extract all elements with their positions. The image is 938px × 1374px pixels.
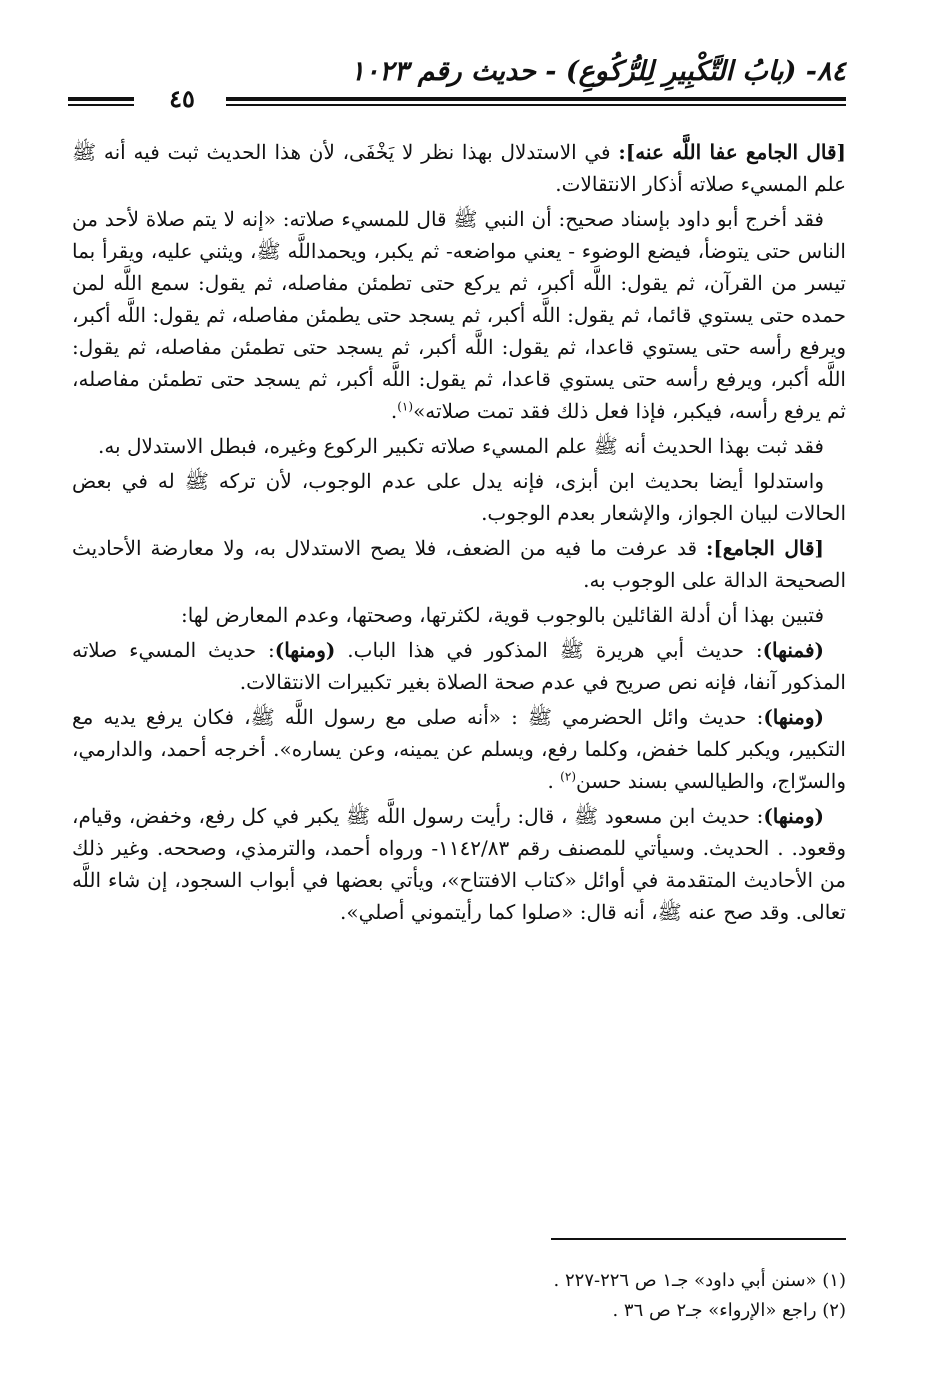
footnote-marker: (١) (397, 399, 414, 414)
page-number: ٤٥ (152, 83, 212, 115)
header-rule (68, 97, 134, 101)
paragraph-text: فقد أخرج أبو داود بإسناد صحيح: أن النبي ﷺ قال للمسيء صلاته: «إنه لا يتم صلاة لأحد من الناس حتى يتوضأ، فيضع الوضوء - يعني مواضعه- ثم يكبر، ويحمداللَّه ﷺ، ويثني عليه، ويقرأ بما تيسر من القرآن، ثم يقول: اللَّه أكبر، ثم يركع حتى تطمئن مفاصله، ثم يقول: سمع اللَّه لمن حمده حتى يستوي قائما، ثم يقول: اللَّه أكبر، ثم يسجد حتى يطمئن مفاصله، ثم يقول: اللَّه أكبر، ويرفع رأسه حتى يستوي قاعدا، ثم يقول: اللَّه أكبر، ثم يسجد حتى تطمئن مفاصله، ثم يقول: اللَّه أكبر، ويرفع رأسه حتى يستوي قاعدا، ثم يقول: اللَّه أكبر، ثم يسجد حتى تطمئن مفاصله، ثم يرفع رأسه، فيكبر، فإذا فعل ذلك فقد تمت صلاته» (72, 207, 846, 423)
paragraph-text: في الاستدلال بهذا نظر لا يَخْفَى، لأن هذا الحديث ثبت فيه أنه ﷺ علم المسيء صلاته أذكار الانتقالات. (72, 140, 846, 196)
header-rule (68, 104, 134, 106)
paragraph-lead: (فمنها) (762, 638, 824, 662)
paragraph-tail: . (547, 769, 561, 793)
footnotes (72, 1266, 846, 1326)
paragraph-text: واستدلوا أيضا بحديث ابن أبزى، فإنه يدل على عدم الوجوب، لأن تركه ﷺ له في بعض الحالات لبيان الجواز، والإشعار بعدم الوجوب. (72, 469, 846, 525)
paragraph (72, 203, 846, 427)
paragraph-lead: (ومنها) (763, 804, 824, 828)
footnote-separator (551, 1238, 846, 1240)
paragraph-text: فقد ثبت بهذا الحديث أنه ﷺ علم المسيء صلاته تكبير الركوع وغيره، فبطل الاستدلال به. (97, 434, 824, 458)
running-head-title: ٨٤- (بابُ التَّكْبِيرِ لِلرُّكُوعِ) - حديث رقم ١٠٢٣ (350, 56, 846, 87)
paragraph (72, 701, 846, 797)
paragraph-lead: [قال الجامع]: (705, 536, 825, 560)
paragraph-text: فتبين بهذا أن أدلة القائلين بالوجوب قوية، لكثرتها، وصحتها، وعدم المعارض لها: (180, 603, 824, 627)
paragraph-lead: (ومنها) (763, 705, 824, 729)
paragraph (72, 532, 846, 596)
paragraph (72, 800, 846, 928)
paragraph (72, 430, 846, 462)
footnote: (٢) راجع «الإرواء» جـ٢ ص ٣٦ . (612, 1300, 846, 1321)
paragraph-tail: . (390, 399, 398, 423)
paragraph (72, 634, 846, 698)
footnote: (١) «سنن أبي داود» جـ١ ص ٢٢٦-٢٢٧ . (553, 1270, 846, 1291)
header-rule (226, 97, 846, 101)
header-rule (226, 104, 846, 106)
paragraph-lead: [قال الجامع عفا اللَّه عنه]: (618, 140, 846, 164)
paragraph-text: : حديث أبي هريرة ﷺ المذكور في هذا الباب. (335, 638, 763, 662)
footnote-marker: (٢) (560, 769, 576, 784)
paragraph-text: قد عرفت ما فيه من الضعف، فلا يصح الاستدلال به، ولا معارضة الأحاديث الصحيحة الدالة على الوجوب به. (72, 536, 846, 592)
paragraph-text: : حديث المسيء صلاته المذكور آنفا، فإنه نص صريح في عدم صحة الصلاة بغير تكبيرات الانتقالات. (72, 638, 846, 694)
body-text (72, 136, 846, 931)
paragraph (72, 465, 846, 529)
paragraph-lead: (ومنها) (274, 638, 336, 662)
paragraph (72, 136, 846, 200)
paragraph-text: : حديث ابن مسعود ﷺ ، قال: رأيت رسول اللَّه ﷺ يكبر في كل رفع، وخفض، وقيام، وقعود. . الحديث. وسيأتي للمصنف رقم ١١٤٢/٨٣- ورواه أحمد، والترمذي، وصححه. وغير ذلك من الأحاديث المتقدمة في أوائل «كتاب الافتتاح»، ويأتي بعضها في أبواب السجود، إن شاء اللَّه تعالى. وقد صح عنه ﷺ، أنه قال: «صلوا كما رأيتموني أصلي». (72, 804, 846, 924)
paragraph (72, 599, 846, 631)
paragraph-text: : حديث وائل الحضرمي ﷺ : «أنه صلى مع رسول اللَّه ﷺ، فكان يرفع يديه مع التكبير، ويكبر كلما خفض، وكلما رفع، ويسلم عن يمينه، وعن يساره». أخرجه أحمد، والدارمي، والسرّاج، والطيالسي بسند حسن (72, 705, 846, 793)
